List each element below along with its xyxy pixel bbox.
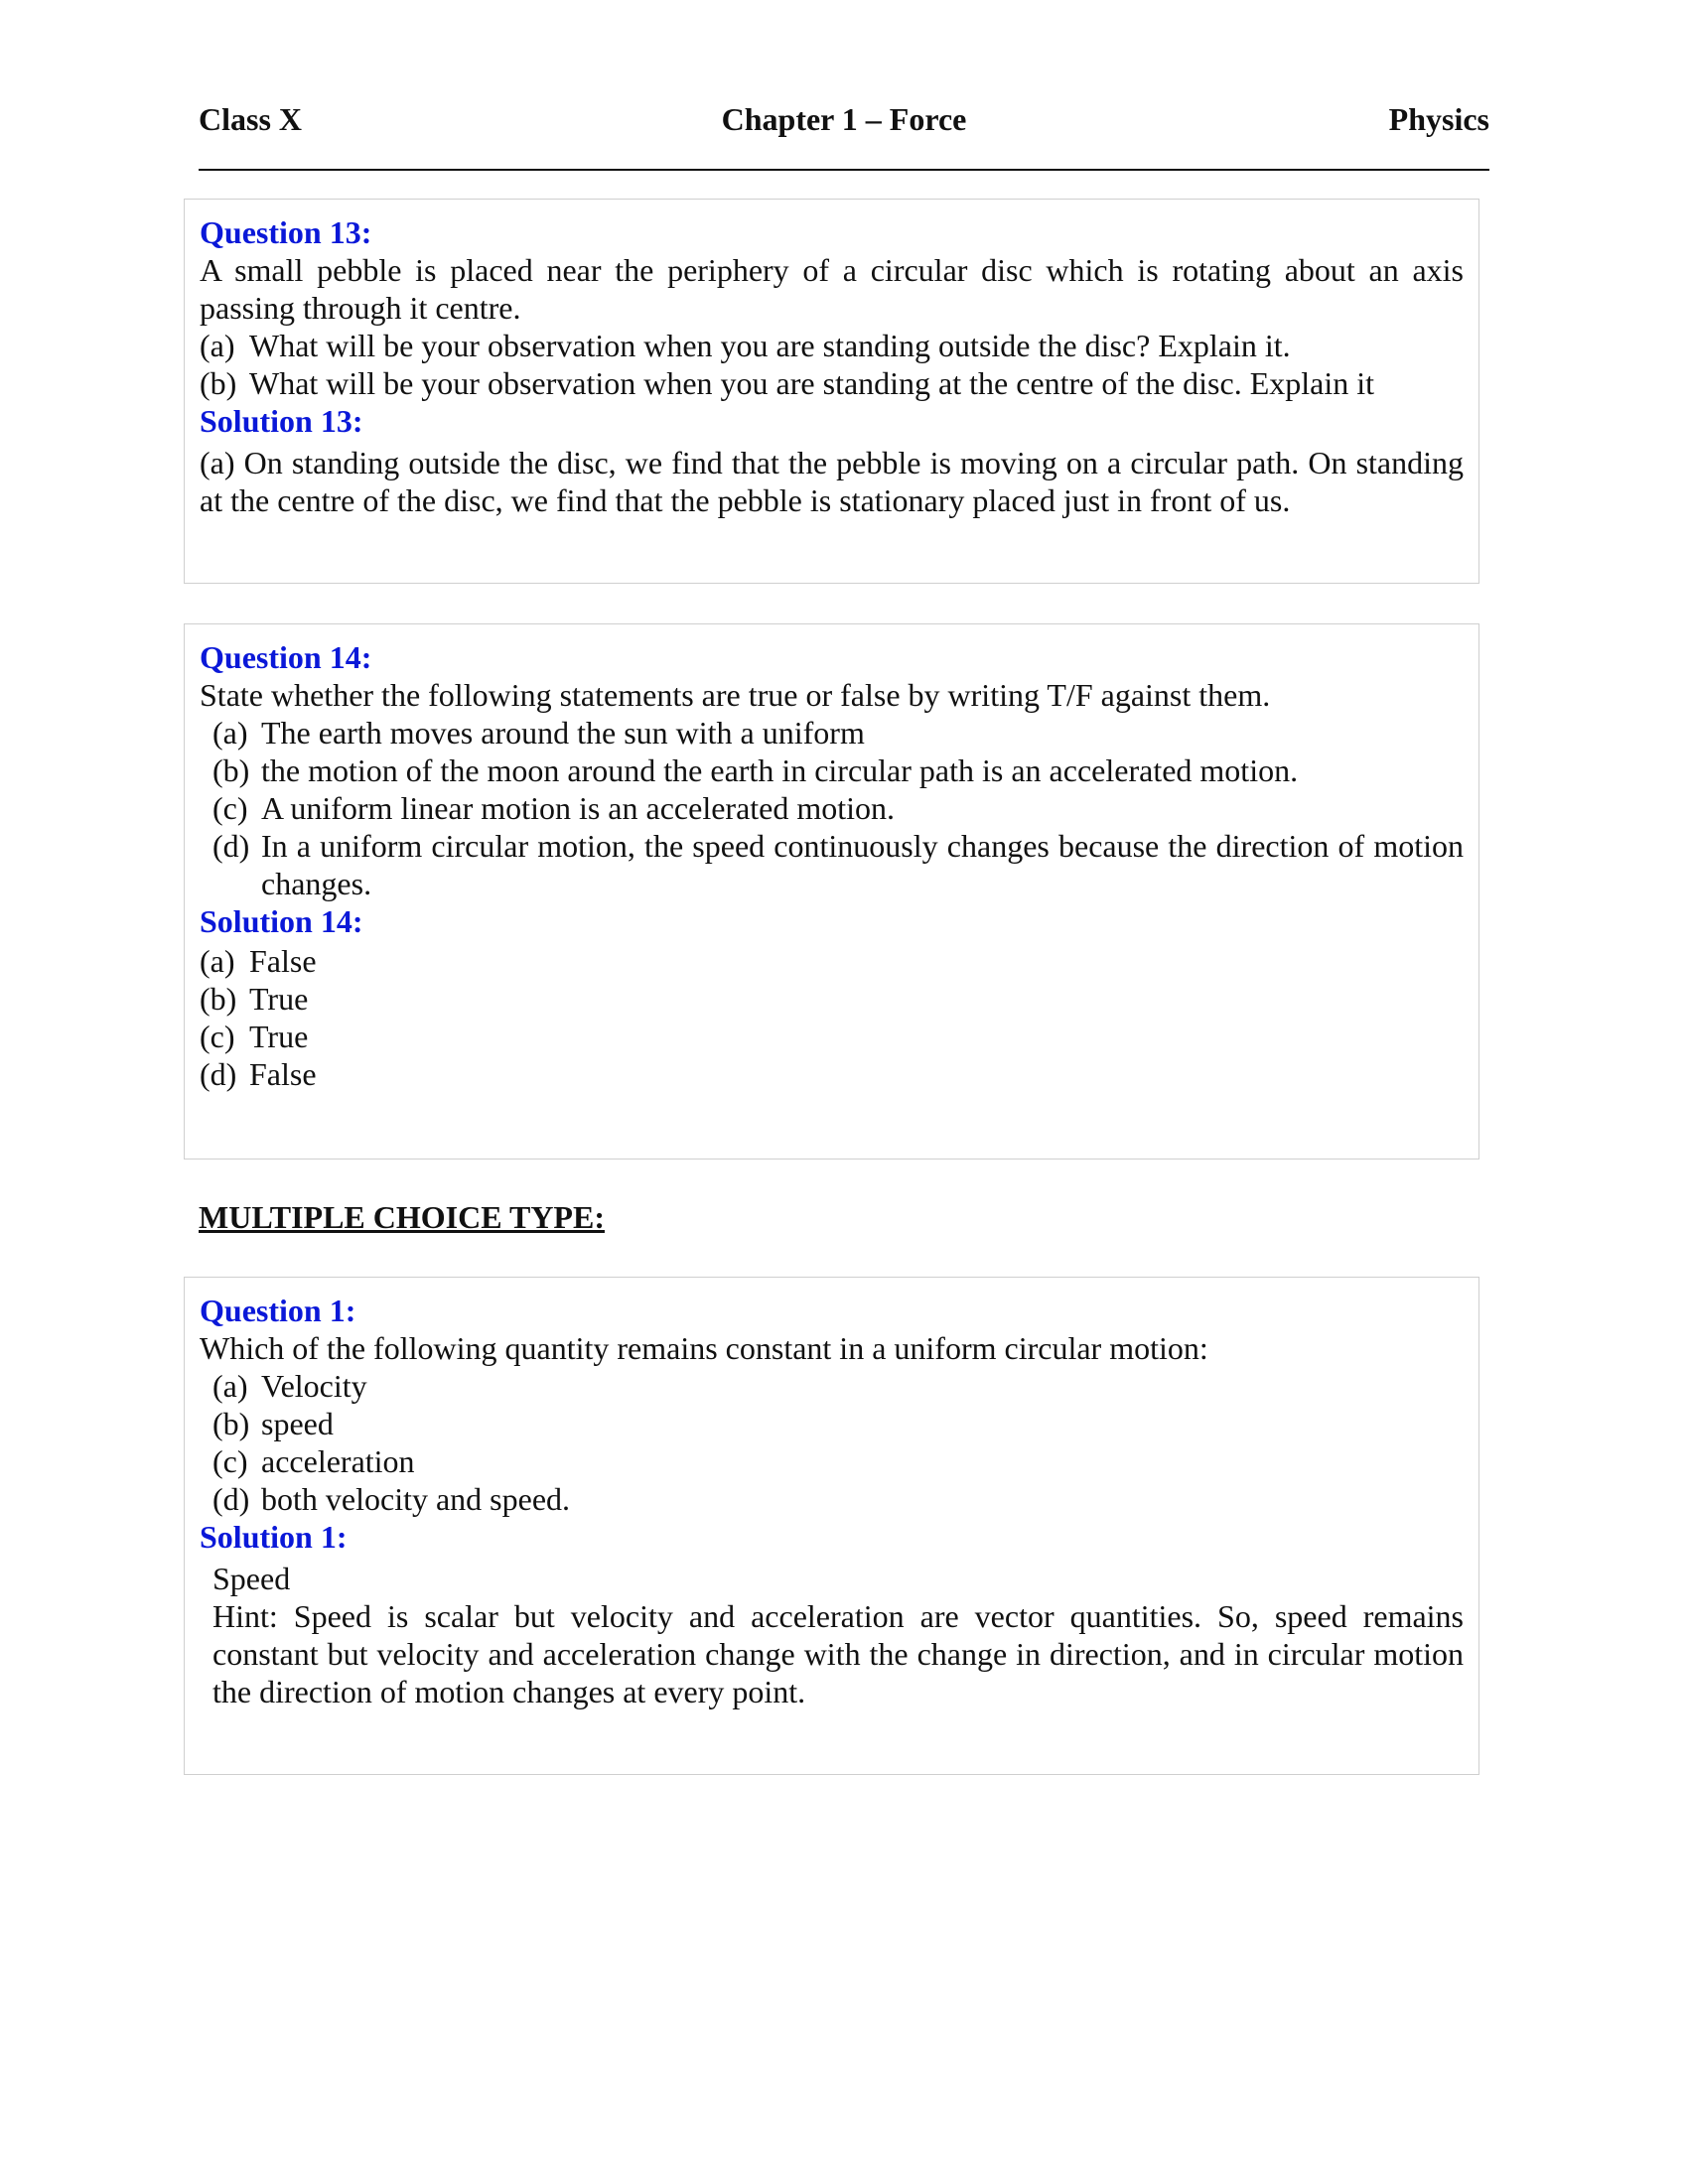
- option-tag: (a): [200, 328, 235, 363]
- header-class: Class X: [199, 101, 303, 137]
- option-item: [200, 751, 1464, 789]
- header-chapter: Chapter 1 – Force: [721, 101, 967, 137]
- option-tag: (b): [212, 752, 250, 788]
- answer-item: [200, 980, 1464, 1018]
- option-item: [200, 827, 1464, 902]
- solution-text: (a) On standing outside the disc, we find that the pebble is moving on a circular path. On standing at the centre of the disc, we find that the pebble is stationary placed just in front of us.: [200, 445, 1464, 518]
- option-text: the motion of the moon around the earth in circular path is an accelerated motion.: [261, 752, 1299, 788]
- option-item: [200, 789, 1464, 827]
- option-item: [200, 1367, 1464, 1405]
- option-tag: (d): [212, 1481, 250, 1517]
- option-text: acceleration: [261, 1443, 415, 1479]
- question-label: Question 1:: [200, 1293, 356, 1328]
- option-text: both velocity and speed.: [261, 1481, 571, 1517]
- question-options: [200, 714, 1464, 902]
- question-text: State whether the following statements are true or false by writing T/F against them.: [200, 677, 1271, 713]
- answer-item: [200, 1055, 1464, 1093]
- header-subject: Physics: [1388, 101, 1489, 137]
- option-item: [200, 1405, 1464, 1442]
- question-options: [200, 1367, 1464, 1518]
- answer-text: True: [249, 1019, 309, 1054]
- answer-tag: (c): [200, 1019, 235, 1054]
- option-tag: (c): [212, 790, 248, 826]
- option-item: [200, 714, 1464, 751]
- solution-label: Solution 1:: [200, 1519, 348, 1555]
- option-text: speed: [261, 1406, 334, 1441]
- question-options: [200, 327, 1464, 402]
- option-item: [200, 1442, 1464, 1480]
- page-header: [199, 97, 1489, 141]
- option-text: Velocity: [261, 1368, 367, 1404]
- option-item: [200, 364, 1464, 402]
- option-text: A uniform linear motion is an accelerated motion.: [261, 790, 896, 826]
- option-text: In a uniform circular motion, the speed continuously changes because the direction of motion changes.: [261, 828, 1464, 901]
- answer-text: False: [249, 943, 317, 979]
- solution-answers: [200, 942, 1464, 1093]
- option-tag: (a): [212, 1368, 248, 1404]
- question-label: Question 14:: [200, 639, 372, 675]
- question-text: Which of the following quantity remains constant in a uniform circular motion:: [200, 1330, 1208, 1366]
- question-text: A small pebble is placed near the periphery of a circular disc which is rotating about an axis passing through it centre.: [200, 252, 1464, 326]
- solution-answer: Speed: [212, 1561, 291, 1596]
- answer-item: [200, 1018, 1464, 1055]
- option-item: [200, 327, 1464, 364]
- option-tag: (b): [212, 1406, 250, 1441]
- option-tag: (b): [200, 365, 237, 401]
- answer-tag: (b): [200, 981, 237, 1017]
- option-text: What will be your observation when you are standing at the centre of the disc. Explain it: [249, 365, 1374, 401]
- header-rule: [199, 169, 1489, 171]
- answer-item: [200, 942, 1464, 980]
- answer-tag: (a): [200, 943, 235, 979]
- question-14-box: [184, 623, 1479, 1160]
- option-tag: (a): [212, 715, 248, 751]
- option-text: The earth moves around the sun with a uniform: [261, 715, 865, 751]
- section-heading: MULTIPLE CHOICE TYPE:: [199, 1199, 605, 1235]
- option-text: What will be your observation when you are standing outside the disc? Explain it.: [249, 328, 1291, 363]
- option-tag: (d): [212, 828, 250, 864]
- answer-text: True: [249, 981, 309, 1017]
- question-label: Question 13:: [200, 214, 372, 250]
- solution-hint: Hint: Speed is scalar but velocity and acceleration are vector quantities. So, speed remains constant but velocity and acceleration change with the change in direction, and in circular motion the direction of motion changes at every point.: [212, 1598, 1464, 1709]
- option-item: [200, 1480, 1464, 1518]
- question-13-box: [184, 199, 1479, 584]
- solution-label: Solution 13:: [200, 403, 363, 439]
- answer-text: False: [249, 1056, 317, 1092]
- option-tag: (c): [212, 1443, 248, 1479]
- answer-tag: (d): [200, 1056, 237, 1092]
- mcq-question-1-box: [184, 1277, 1479, 1775]
- solution-label: Solution 14:: [200, 903, 363, 939]
